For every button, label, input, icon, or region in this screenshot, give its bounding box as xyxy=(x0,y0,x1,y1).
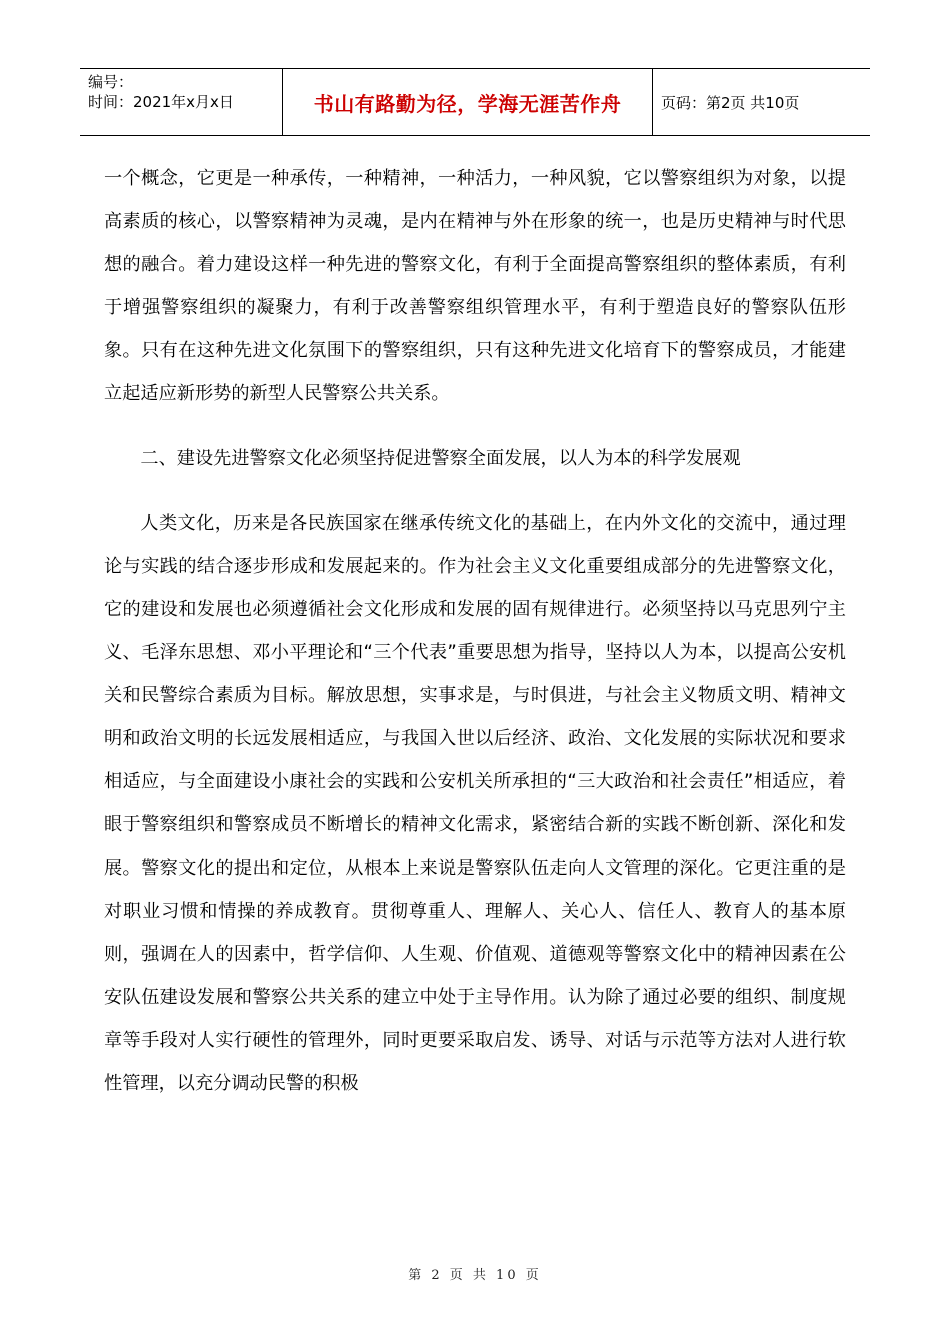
page-footer: 第 2 页 共 10 页 xyxy=(408,1268,542,1283)
paragraph: 人类文化，历来是各民族国家在继承传统文化的基础上，在内外文化的交流中，通过理论与实践的结合逐步形成和发展起来的。作为社会主义文化重要组成部分的先进警察文化，它的建设和发展也必须遵循社会文化形成和发展的固有规律进行。必须坚持以马克思列宁主义、毛泽东思想、邓小平理论和“三个代表”重要思想为指导，坚持以人为本，以提高公安机关和民警综合素质为目标。解放思想，实事求是，与时俱进，与社会主义物质文明、精神文明和政治文明的长远发展相适应，与我国入世以后经济、政治、文化发展的实际状况和要求相适应，与全面建设小康社会的实践和公安机关所承担的“三大政治和社会责任”相适应，着眼于警察组织和警察成员不断增长的精神文化需求，紧密结合新的实践不断创新、深化和发展。警察文化的提出和定位，从根本上来说是警察队伍走向人文管理的深化。它更注重的是对职业习惯和情操的养成教育。贯彻尊重人、理解人、关心人、信任人、教育人的基本原则，强调在人的因素中，哲学信仰、人生观、价值观、道德观等警察文化中的精神因素在公安队伍建设发展和警察公共关系的建立中处于主导作用。认为除了通过必要的组织、制度规章等手段对人实行硬性的管理外，同时更要采取启发、诱导、对话与示范等方法对人进行软性管理，以充分调动民警的积极 xyxy=(104,512,846,1094)
paragraph-continuation: 一个概念，它更是一种承传，一种精神，一种活力，一种风貌，它以警察组织为对象，以提高素质的核心，以警察精神为灵魂，是内在精神与外在形象的统一，也是历史精神与时代思想的融合。着力建设这样一种先进的警察文化，有利于全面提高警察组织的整体素质，有利于增强警察组织的凝聚力，有利于改善警察组织管理水平，有利于塑造良好的警察队伍形象。只有在这种先进文化氛围下的警察组织，只有这种先进文化培育下的警察成员，才能建立起适应新形势的新型人民警察公共关系。 xyxy=(104,168,846,405)
section-heading: 二、建设先进警察文化必须坚持促进警察全面发展，以人为本的科学发展观 xyxy=(140,448,741,470)
page-header xyxy=(80,68,870,136)
time-label: 时间：2021年x月x日 xyxy=(88,93,234,111)
page-code: 页码：第2页 共10页 xyxy=(661,93,800,112)
number-label: 编号： xyxy=(88,73,134,91)
header-page-cell xyxy=(653,69,870,135)
motto-text: 书山有路勤为径，学海无涯苦作舟 xyxy=(313,91,622,116)
header-meta-cell xyxy=(80,69,283,135)
document-body xyxy=(104,157,846,1105)
header-motto-cell xyxy=(283,69,653,135)
